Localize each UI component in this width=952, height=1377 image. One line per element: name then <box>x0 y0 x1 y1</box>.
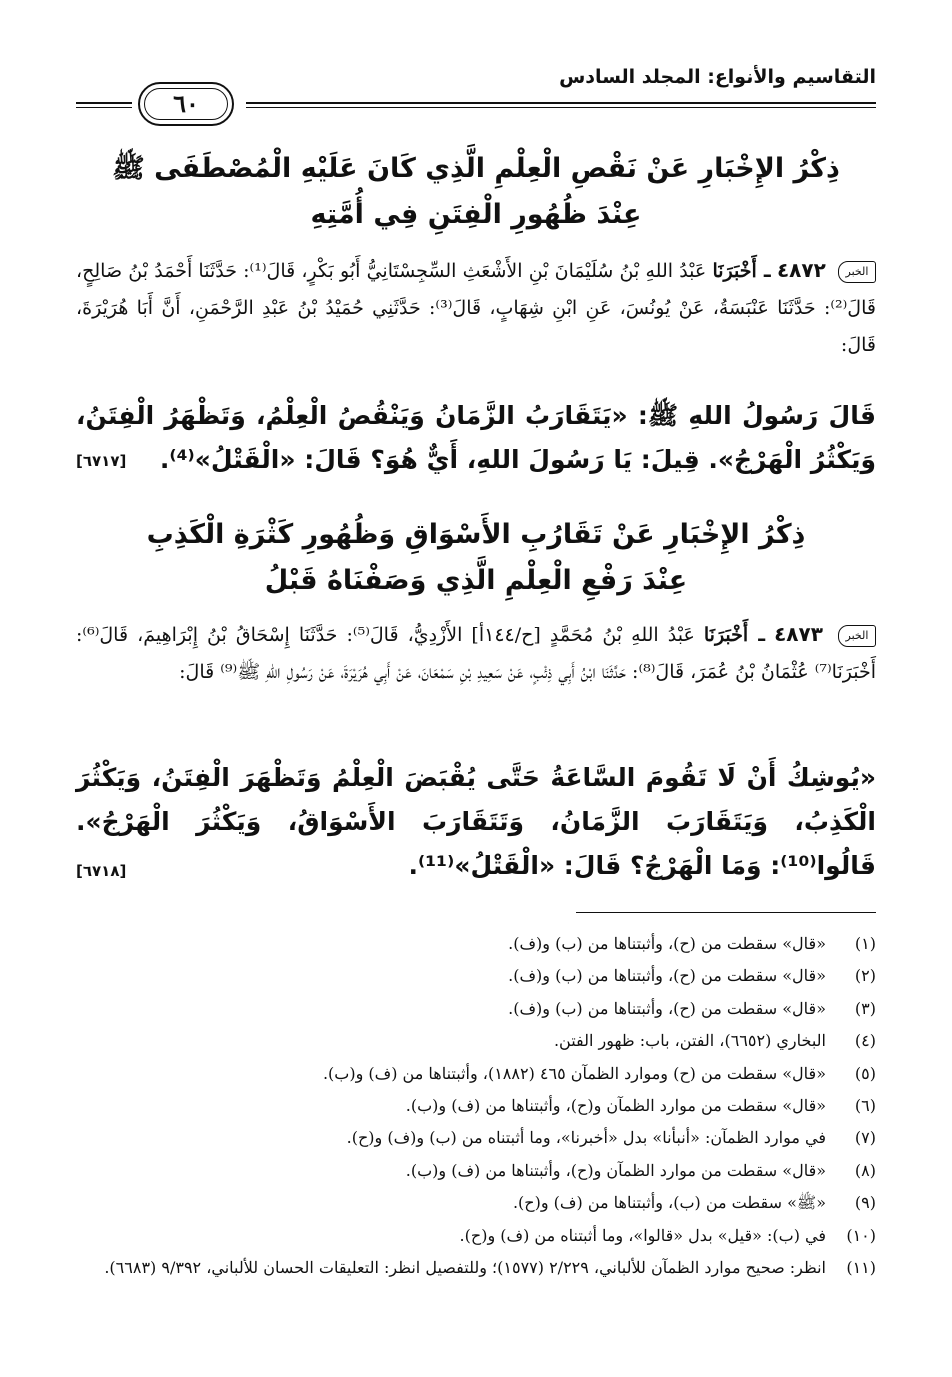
footnote <box>76 1025 876 1057</box>
isnad-text: عَبْدُ اللهِ بْنُ سُلَيْمَانَ بْنِ الأَشْعَثِ السِّجِسْتَانِيُّ أَبُو بَكْرٍ، قَالَ⁽¹⁾: حَدَّثَنَا أَحْمَدُ بْنُ صَالِحٍ، قَالَ⁽²⁾: حَدَّثَنَا عَنْبَسَةُ، عَنْ يُونُسَ، عَنِ ابْنِ شِهَابٍ، قَالَ⁽³⁾: حَدَّثَنِي حُمَيْدُ بْنُ عَبْدِ الرَّحْمَنِ، أَنَّ أَبَا هُرَيْرَةَ، قَالَ: <box>76 260 876 356</box>
header-rule <box>246 102 876 104</box>
footnote-text: «قال» سقطت من موارد الظمآن و(ح)، وأثبتناها من (ف) و(ب). <box>405 1160 826 1180</box>
reference-number-1: [٦٧١٧] <box>76 452 127 470</box>
isnad-text: عَبْدُ اللهِ بْنُ مُحَمَّدٍ [ح/١٤٤أ] الأَزْدِيُّ، قَالَ⁽⁵⁾: حَدَّثَنَا إِسْحَاقُ بْنُ إِبْرَاهِيمَ، قَالَ⁽⁶⁾: أَخْبَرَنَا⁽⁷⁾ عُثْمَانُ بْنُ عُمَرَ، قَالَ⁽⁸⁾: حَدَّثَنَا ابْنُ أَبِي ذِئْبٍ، عَنْ سَعِيدِ بْنِ سَمْعَانَ، عَنْ أَبِي هُرَيْرَةَ، عَنْ رَسُولِ اللهِ ﷺ⁽⁹⁾ قَالَ: <box>76 624 876 683</box>
footnote-number: (٥) <box>854 1063 876 1083</box>
footnote <box>76 960 876 992</box>
footnote-text: البخاري (٦٦٥٢)، الفتن، باب: ظهور الفتن. <box>553 1031 826 1051</box>
footnote <box>76 1090 876 1122</box>
footnote <box>76 1122 876 1154</box>
footnote <box>76 993 876 1025</box>
chapter-heading-line: عِنْدَ رَفْعِ الْعِلْمِ الَّذِي وَصَفْنَاهُ قَبْلُ <box>264 565 688 596</box>
chapter-heading-line: ذِكْرُ الإِخْبَارِ عَنْ نَقْصِ الْعِلْمِ الَّذِي كَانَ عَلَيْهِ الْمُصْطَفَى ﷺ <box>112 153 840 184</box>
footnote-text: «قال» سقطت من (ح)، وأثبتناها من (ب) و(ف). <box>508 966 826 986</box>
running-title: التقاسيم والأنواع: المجلد السادس <box>559 66 876 88</box>
intro-keyword: أَخْبَرَنَا <box>703 624 749 646</box>
running-header <box>76 64 876 124</box>
footnote <box>76 1058 876 1090</box>
footnotes-list <box>76 928 876 1284</box>
footnote <box>76 1187 876 1219</box>
isnad-paragraph-1: الخبر ٤٨٧٢ ـ أَخْبَرَنَا عَبْدُ اللهِ بْنُ سُلَيْمَانَ بْنِ الأَشْعَثِ السِّجِسْتَانِيُّ أَبُو بَكْرٍ، قَالَ⁽¹⁾: حَدَّثَنَا أَحْمَدُ بْنُ صَالِحٍ، قَالَ⁽²⁾: حَدَّثَنَا عَنْبَسَةُ، عَنْ يُونُسَ، عَنِ ابْنِ شِهَابٍ، قَالَ⁽³⁾: حَدَّثَنِي حُمَيْدُ بْنُ عَبْدِ الرَّحْمَنِ، أَنَّ أَبَا هُرَيْرَةَ، قَالَ: <box>76 258 876 356</box>
chapter-heading-line: ذِكْرُ الإِخْبَارِ عَنْ تَقَارُبِ الأَسْوَاقِ وَظُهُورِ كَثْرَةِ الْكَذِبِ <box>146 519 806 550</box>
khabar-badge: الخبر <box>838 625 876 647</box>
chapter-heading-line: عِنْدَ ظُهُورِ الْفِتَنِ فِي أُمَّتِهِ <box>310 199 642 230</box>
footnote <box>76 928 876 960</box>
header-rule-left <box>76 102 132 104</box>
footnote-number: (٦) <box>854 1096 876 1116</box>
header-rule-left-thin <box>76 107 132 108</box>
footnote <box>76 1155 876 1187</box>
hadith-number: ٤٨٧٢ <box>776 258 826 282</box>
matn-paragraph-2 <box>76 756 876 888</box>
intro-keyword: أَخْبَرَنَا <box>712 260 757 282</box>
footnote-text: «قال» سقطت من موارد الظمآن و(ح)، وأثبتناها من (ف) و(ب). <box>405 1096 826 1116</box>
footnote <box>76 1220 876 1252</box>
footnote-number: (٨) <box>854 1160 876 1180</box>
footnote-text: انظر: صحيح موارد الظمآن للألباني، ٢/٢٢٩ (١٥٧٧)؛ وللتفصيل انظر: التعليقات الحسان للألباني، ٩/٣٩٢ (٦٦٨٣). <box>104 1258 826 1278</box>
header-rule-thin <box>246 107 876 108</box>
footnote-text: «ﷺ» سقطت من (ب)، وأثبتناها من (ف) و(ح). <box>512 1193 826 1213</box>
footnote-number: (٧) <box>854 1128 876 1148</box>
footnote-number: (٤) <box>854 1031 876 1051</box>
matn-text: «يُوشِكُ أَنْ لَا تَقُومَ السَّاعَةُ حَتَّى يُقْبَضَ الْعِلْمُ وَتَظْهَرَ الْفِتَنُ، وَيَكْثُرَ الْكَذِبُ، وَيَتَقَارَبَ الزَّمَانُ، وَتَتَقَارَبَ الأَسْوَاقُ، وَيَكْثُرَ الْهَرْجُ». قَالُوا⁽¹⁰⁾: وَمَا الْهَرْجُ؟ قَالَ: «الْقَتْلُ»⁽¹¹⁾. <box>76 763 876 880</box>
footnote-number: (٩) <box>854 1193 876 1213</box>
hadith-number: ٤٨٧٣ <box>774 622 823 646</box>
footnote-text: في (ب): «قيل» بدل «قالوا»، وما أثبتناه من (ف) و(ح). <box>459 1225 826 1245</box>
matn-paragraph-1 <box>76 394 876 482</box>
footnote <box>76 1252 876 1284</box>
chapter-heading-2 <box>80 512 872 604</box>
footnote-text: «قال» سقطت من (ح)، وأثبتناها من (ب) و(ف). <box>508 934 826 953</box>
footnote-number: (٣) <box>854 998 876 1018</box>
footnote-number: (١) <box>854 934 876 953</box>
chapter-heading-1 <box>80 146 872 238</box>
khabar-badge: الخبر <box>838 261 876 283</box>
footnote-number: (٢) <box>854 966 876 986</box>
footnote-number: (١١) <box>846 1258 876 1278</box>
footnote-text: «قال» سقطت من (ح)، وأثبتناها من (ب) و(ف). <box>508 998 826 1018</box>
footnote-text: «قال» سقطت من (ح) وموارد الظمآن ٤٦٥ (١٨٨٢)، وأثبتناها من (ف) و(ب). <box>322 1063 826 1083</box>
reference-number-2: [٦٧١٨] <box>76 862 127 880</box>
page-number: ٦٠ <box>138 82 234 126</box>
matn-text: قَالَ رَسُولُ اللهِ ﷺ: «يَتَقَارَبُ الزَّمَانُ وَيَنْقُصُ الْعِلْمُ، وَتَظْهَرُ الْفِتَنُ، وَيَكْثُرُ الْهَرْجُ». قِيلَ: يَا رَسُولَ اللهِ، أَيٌّ هُوَ؟ قَالَ: «الْقَتْلُ»⁽⁴⁾. <box>76 401 876 474</box>
footnote-number: (١٠) <box>846 1225 876 1245</box>
footnote-separator <box>576 912 876 913</box>
footnote-text: في موارد الظمآن: «أنبأنا» بدل «أخبرنا»، وما أثبتناه من (ب) و(ف) و(ح). <box>346 1128 826 1148</box>
isnad-paragraph-2: الخبر ٤٨٧٣ ـ أَخْبَرَنَا عَبْدُ اللهِ بْنُ مُحَمَّدٍ [ح/١٤٤أ] الأَزْدِيُّ، قَالَ⁽⁵⁾: حَدَّثَنَا إِسْحَاقُ بْنُ إِبْرَاهِيمَ، قَالَ⁽⁶⁾: أَخْبَرَنَا⁽⁷⁾ عُثْمَانُ بْنُ عُمَرَ، قَالَ⁽⁸⁾: حَدَّثَنَا ابْنُ أَبِي ذِئْبٍ، عَنْ سَعِيدِ بْنِ سَمْعَانَ، عَنْ أَبِي هُرَيْرَةَ، عَنْ رَسُولِ اللهِ ﷺ⁽⁹⁾ قَالَ: <box>76 622 876 683</box>
